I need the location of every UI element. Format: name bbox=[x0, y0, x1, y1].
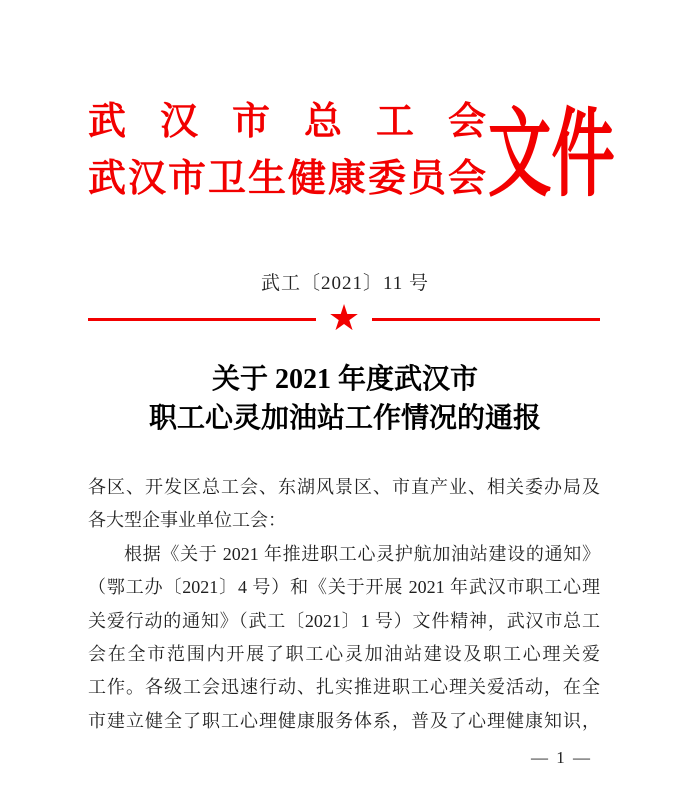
body-line: 会在全市范围内开展了职工心灵加油站建设及职工心理关爱 bbox=[88, 643, 600, 664]
body-line: （鄂工办〔2021〕4 号）和《关于开展 2021 年武汉市职工心理 bbox=[88, 577, 600, 598]
body-line: 各区、开发区总工会、东湖风景区、市直产业、相关委办局及 bbox=[88, 477, 600, 497]
org-name-line-1: 武汉市总工会 bbox=[88, 101, 486, 143]
body-line: 根据《关于 2021 年推进职工心灵护航加油站建设的通知》 bbox=[124, 543, 600, 564]
doc-number: 武工〔2021〕11 号 bbox=[260, 273, 430, 294]
red-separator bbox=[88, 298, 600, 339]
separator-line-right bbox=[372, 318, 600, 321]
separator-line-left bbox=[88, 318, 316, 321]
document-body bbox=[88, 471, 600, 738]
body-line: 工作。各级工会迅速行动、扎实推进职工心理关爱活动，在全 bbox=[88, 677, 600, 698]
org-name-block bbox=[88, 94, 486, 208]
body-line: 市建立健全了职工心理健康服务体系，普及了心理健康知识， bbox=[88, 710, 600, 731]
doc-type-label: 文件 bbox=[488, 101, 615, 208]
document-title bbox=[0, 360, 690, 438]
page-number: — 1 — bbox=[531, 748, 592, 767]
org-name-line-2: 武汉市卫生健康委员会 bbox=[88, 158, 486, 200]
body-line: 关爱行动的通知》（武工〔2021〕1 号）文件精神，武汉市总工 bbox=[88, 610, 600, 631]
red-letterhead bbox=[88, 94, 618, 208]
title-line-2: 职工心灵加油站工作情况的通报 bbox=[148, 403, 541, 434]
body-line: 各大型企事业单位工会： bbox=[88, 510, 286, 531]
title-line-1: 关于 2021 年度武汉市 bbox=[211, 364, 478, 395]
star-icon: ★ bbox=[327, 298, 361, 339]
